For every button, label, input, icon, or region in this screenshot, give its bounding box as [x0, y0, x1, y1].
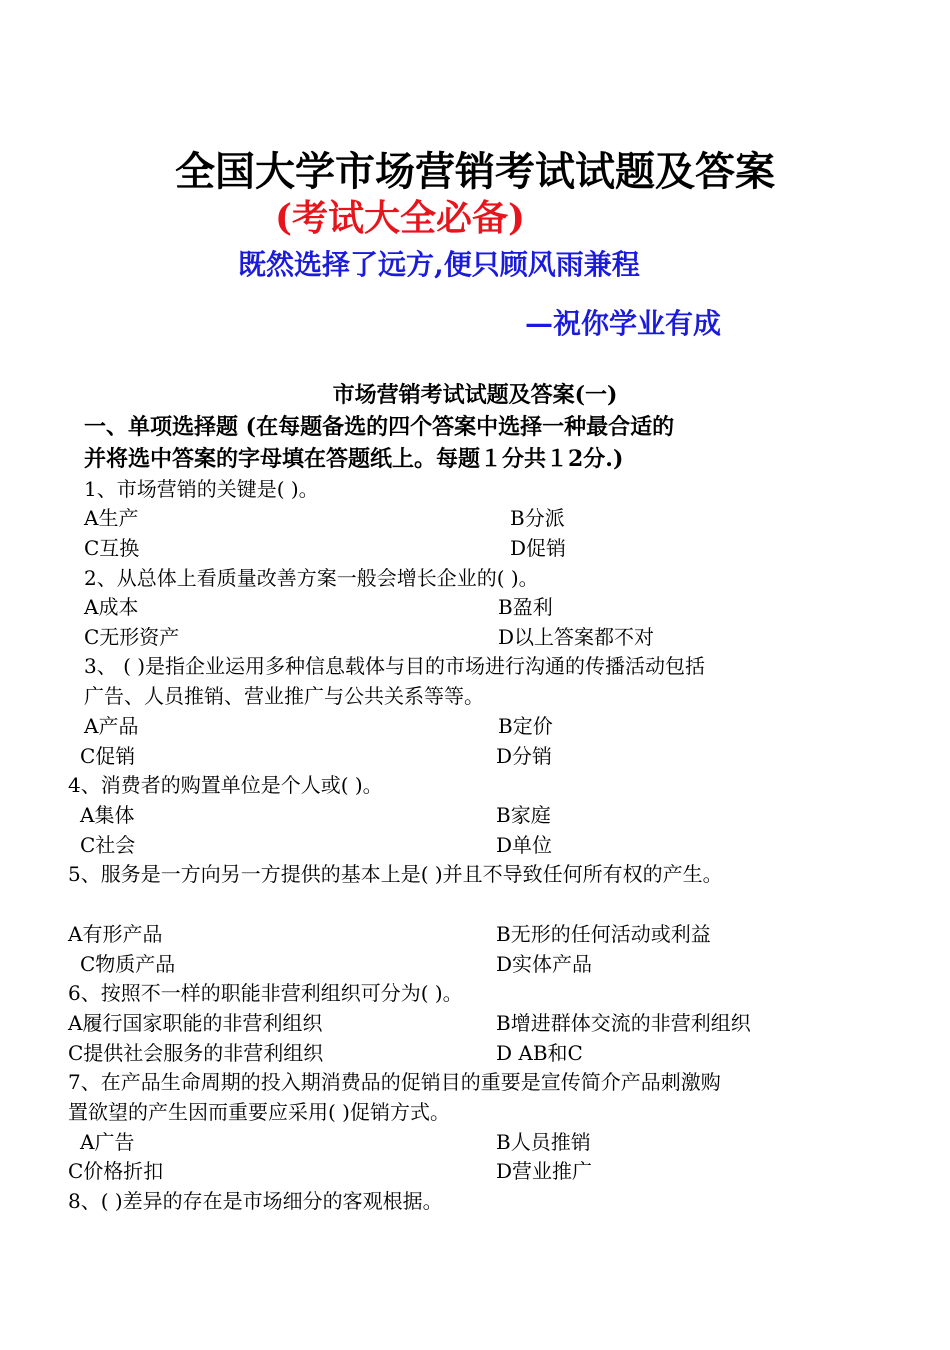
question-2-stem: 2、从总体上看质量改善方案一般会增长企业的( )。: [84, 566, 539, 590]
question-6-option-b: B增进群体交流的非营利组织: [496, 1011, 751, 1035]
question-4-option-d: D单位: [496, 833, 553, 857]
question-2-option-d: D以上答案都不对: [498, 625, 655, 649]
question-3-option-d: D分销: [496, 744, 553, 768]
question-7-stem-line-2: 置欲望的产生因而重要应采用( )促销方式。: [68, 1100, 450, 1124]
question-7-option-a: A广告: [80, 1130, 135, 1154]
question-5-option-a: A有形产品: [68, 922, 163, 946]
question-2-option-a: A成本: [84, 595, 139, 619]
question-2-option-c: C无形资产: [84, 625, 180, 649]
question-3-option-a: A产品: [84, 714, 139, 738]
question-6-stem: 6、按照不一样的职能非营利组织可分为( )。: [68, 981, 463, 1005]
instruction-line-2: 并将选中答案的字母填在答题纸上。每题１分共１2分.): [84, 446, 624, 472]
question-8-stem: 8、( )差异的存在是市场细分的客观根据。: [68, 1189, 443, 1213]
question-3-stem-line-2: 广告、人员推销、营业推广与公共关系等等。: [84, 684, 484, 708]
motto: 既然选择了远方,便只顾风雨兼程: [238, 248, 640, 281]
question-7-option-d: D营业推广: [496, 1159, 593, 1183]
instruction-line-1: 一、单项选择题 (在每题备选的四个答案中选择一种最合适的: [84, 414, 675, 440]
question-7-option-b: B人员推销: [496, 1130, 591, 1154]
question-4-option-a: A集体: [80, 803, 135, 827]
question-1-stem: 1、市场营销的关键是( )。: [84, 477, 319, 501]
document-subtitle: (考试大全必备): [275, 197, 526, 239]
signature: —祝你学业有成: [525, 307, 722, 340]
question-3-option-b: B定价: [498, 714, 553, 738]
question-2-option-b: B盈利: [498, 595, 553, 619]
question-1-option-b: B分派: [510, 506, 565, 530]
question-4-option-b: B家庭: [496, 803, 551, 827]
question-3-stem-line-1: 3、 ( )是指企业运用多种信息载体与目的市场进行沟通的传播活动包括: [84, 654, 706, 678]
question-1-option-c: C互换: [84, 536, 140, 560]
question-6-option-a: A履行国家职能的非营利组织: [68, 1011, 323, 1035]
question-7-option-c: C价格折扣: [68, 1159, 164, 1183]
document-title: 全国大学市场营销考试试题及答案: [175, 148, 775, 195]
question-4-option-c: C社会: [80, 833, 136, 857]
question-3-option-c: C促销: [80, 744, 136, 768]
question-5-option-d: D实体产品: [496, 952, 593, 976]
question-7-stem-line-1: 7、在产品生命周期的投入期消费品的促销目的重要是宣传简介产品刺激购: [68, 1070, 721, 1094]
question-1-option-d: D促销: [510, 536, 567, 560]
question-5-option-b: B无形的任何活动或利益: [496, 922, 711, 946]
question-6-option-c: C提供社会服务的非营利组织: [68, 1041, 324, 1065]
question-4-stem: 4、消费者的购置单位是个人或( )。: [68, 773, 383, 797]
section-title: 市场营销考试试题及答案(一): [332, 382, 618, 408]
question-6-option-d: D AB和C: [496, 1041, 583, 1065]
question-5-stem: 5、服务是一方向另一方提供的基本上是( )并且不导致任何所有权的产生。: [68, 862, 723, 886]
question-5-option-c: C物质产品: [80, 952, 176, 976]
question-1-option-a: A生产: [84, 506, 139, 530]
